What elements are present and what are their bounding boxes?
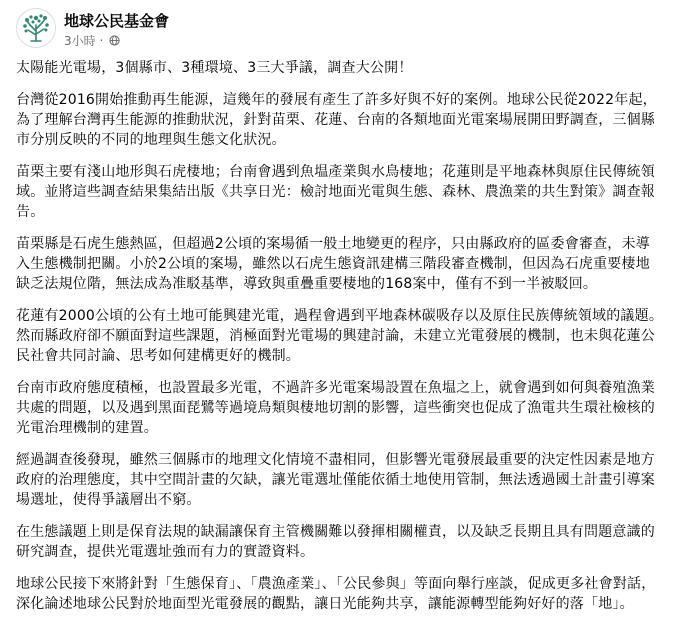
meta-separator: · xyxy=(99,33,104,48)
post-body xyxy=(16,58,664,626)
post-paragraph: 地球公民接下來將針對「生態保育」、「農漁產業」、「公民參與」等面向舉行座談，促成更多社會對話，深化論述地球公民對於地面型光電發展的觀點，讓日光能夠共享，讓能源轉型能夠好好的落「地」。 xyxy=(16,576,656,612)
globe-icon xyxy=(109,35,120,46)
post-paragraph: 經過調查後發現，雖然三個縣市的地理文化情境不盡相同，但影響光電發展最重要的決定性因素是地方政府的治理態度，其中空間計畫的欠缺，讓光電選址僅能依循土地使用管制，無法透過國土計畫引導案場選址，使得爭議層出不窮。 xyxy=(16,452,655,508)
post-time[interactable]: 3小時 xyxy=(64,34,96,48)
post-paragraph: 花蓮有2000公頃的公有土地可能興建光電，過程會遇到平地森林碳吸存以及原住民族傳統領域的議題。然而縣政府卻不願面對這些課題，消極面對光電場的興建討論，未建立光電發展的機制，也未與花蓮公民社會共同討論、思考如何建構更好的機制。 xyxy=(16,308,664,364)
page-name[interactable]: 地球公民基金會 xyxy=(64,12,170,30)
post-header xyxy=(16,8,656,52)
post-paragraph: 在生態議題上則是保育法規的缺漏讓保育主管機關難以發揮相關權責，以及缺乏長期且具有問題意識的研究調查，提供光電選址強而有力的實證資料。 xyxy=(16,524,655,560)
avatar[interactable] xyxy=(16,8,56,48)
post-paragraph: 太陽能光電場，3個縣市、3種環境、3三大爭議，調查大公開！ xyxy=(16,60,413,76)
tree-logo-icon xyxy=(21,13,51,43)
post-meta xyxy=(64,32,120,49)
post-paragraph: 苗栗主要有淺山地形與石虎棲地；台南會遇到魚塭產業與水鳥棲地；花蓮則是平地森林與原住民傳統領域。並將這些調查結果集結出版《共享日光：檢討地面光電與生態、森林、農漁業的共生對策》調查報告。 xyxy=(16,164,655,220)
post-paragraph: 台灣從2016開始推動再生能源，這幾年的發展有產生了許多好與不好的案例。地球公民從2022年起，為了理解台灣再生能源的推動狀況，針對苗栗、花蓮、台南的各類地面光電案場展開田野調查，三個縣市分別反映的不同的地理與生態文化狀況。 xyxy=(16,92,657,148)
post-paragraph: 苗栗縣是石虎生態熱區，但超過2公頃的案場循一般土地變更的程序，只由縣政府的區委會審查，未導入生態機制把關。小於2公頃的案場，雖然以石虎生態資訊建構三階段審查機制，但因為石虎重要棲地缺乏法規位階，無法成為准駁基準，導致與重疊重要棲地的168案中，僅有不到一半被駁回。 xyxy=(16,236,650,292)
post-paragraph: 台南市政府態度積極，也設置最多光電，不過許多光電案場設置在魚塭之上，就會遇到如何與養殖漁業共處的問題，以及遇到黑面琵鷺等過境鳥類與棲地切割的影響，這些衝突也促成了漁電共生環社檢核的光電治理機制的建置。 xyxy=(16,380,655,436)
